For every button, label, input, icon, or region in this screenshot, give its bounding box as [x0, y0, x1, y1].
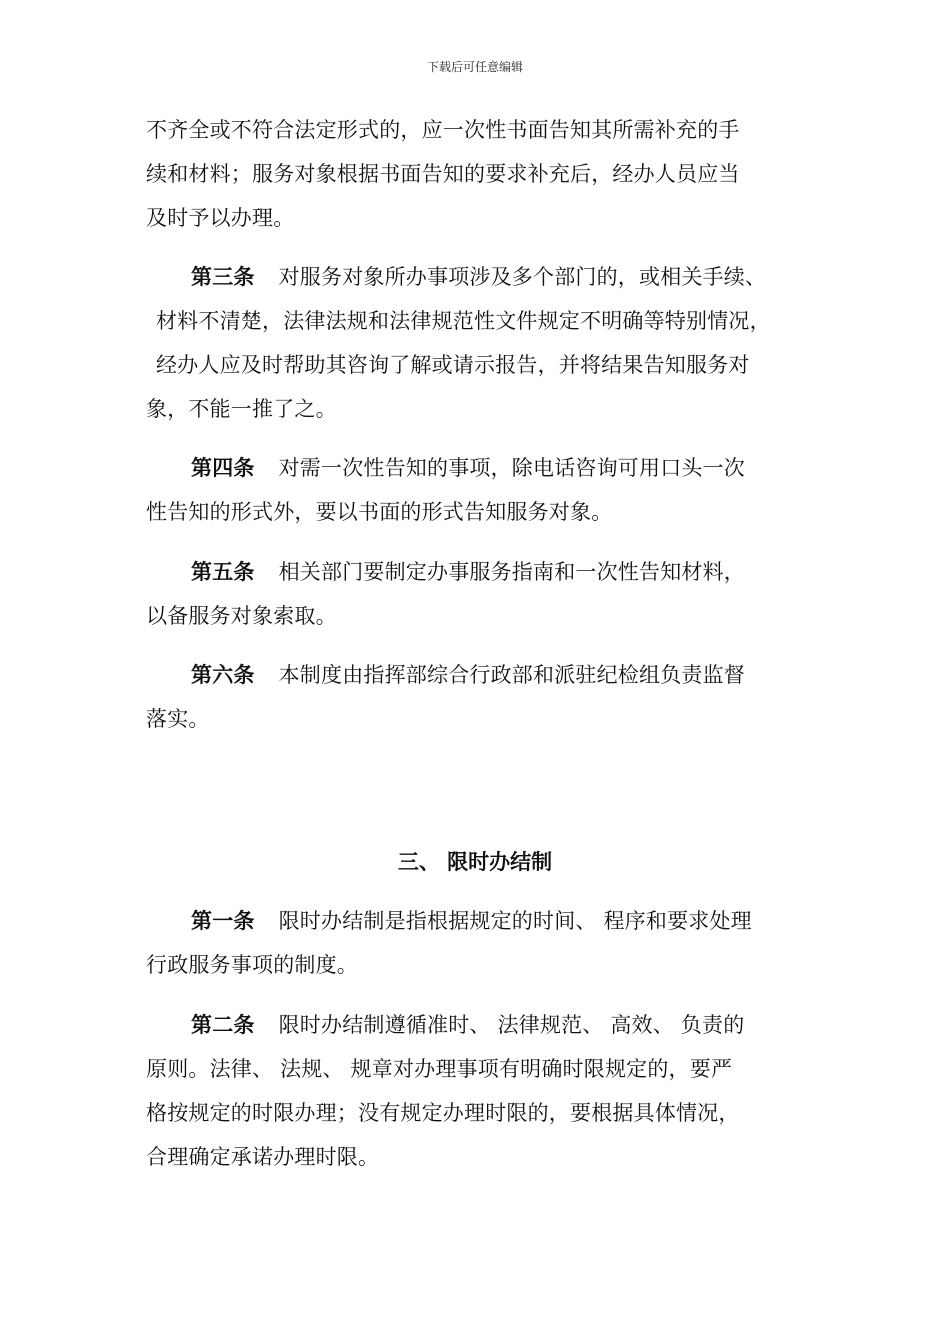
article-3-first-line — [191, 262, 766, 292]
paragraph-line: 以备服务对象索取。 — [146, 604, 337, 628]
paragraph-line: 落实。 — [146, 707, 210, 731]
paragraph-line: 对需一次性告知的事项，除电话咨询可用口头一次 — [278, 456, 746, 480]
paragraph-line: 行政服务事项的制度。 — [146, 953, 358, 977]
paragraph-line: 限时办结制遵循准时、 法律规范、 高效、 负责的 — [278, 1013, 745, 1037]
section-article-2-label: 第二条 — [191, 1013, 255, 1037]
paragraph-line: 不齐全或不符合法定形式的，应一次性书面告知其所需补充的手 — [146, 118, 740, 142]
section-article-1-first-line — [191, 906, 752, 936]
article-3-label: 第三条 — [191, 265, 255, 289]
paragraph-line: 经办人应及时帮助其咨询了解或请示报告，并将结果告知服务对 — [156, 353, 750, 377]
section-article-2-first-line — [191, 1010, 744, 1040]
paragraph-line: 格按规定的时限办理；没有规定办理时限的，要根据具体情况， — [146, 1101, 740, 1125]
article-6-label: 第六条 — [191, 663, 255, 687]
article-5-label: 第五条 — [191, 560, 255, 584]
header-note: 下载后可任意编辑 — [426, 60, 523, 74]
paragraph-line: 合理确定承诺办理时限。 — [146, 1145, 380, 1169]
section-article-1-label: 第一条 — [191, 909, 255, 933]
paragraph-line: 及时予以办理。 — [146, 206, 295, 230]
paragraph-line: 续和材料；服务对象根据书面告知的要求补充后，经办人员应当 — [146, 162, 740, 186]
article-6-first-line — [191, 660, 745, 690]
paragraph-line: 对服务对象所办事项涉及多个部门的，或相关手续、 — [278, 265, 767, 289]
paragraph-line: 性告知的形式外，要以书面的形式告知服务对象。 — [146, 500, 613, 524]
paragraph-line: 相关部门要制定办事服务指南和一次性告知材料， — [278, 560, 746, 584]
article-4-first-line — [191, 453, 745, 483]
paragraph-line: 限时办结制是指根据规定的时间、 程序和要求处理 — [278, 909, 752, 933]
paragraph-line: 材料不清楚，法律法规和法律规范性文件规定不明确等特别情况， — [156, 309, 771, 333]
paragraph-line: 象，不能一推了之。 — [146, 397, 337, 421]
article-5-first-line — [191, 557, 745, 587]
paragraph-line: 本制度由指挥部综合行政部和派驻纪检组负责监督 — [278, 663, 746, 687]
article-4-label: 第四条 — [191, 456, 255, 480]
section-heading: 三、 限时办结制 — [397, 850, 553, 874]
paragraph-line: 原则。法律、 法规、 规章对办理事项有明确时限规定的，要严 — [146, 1057, 733, 1081]
